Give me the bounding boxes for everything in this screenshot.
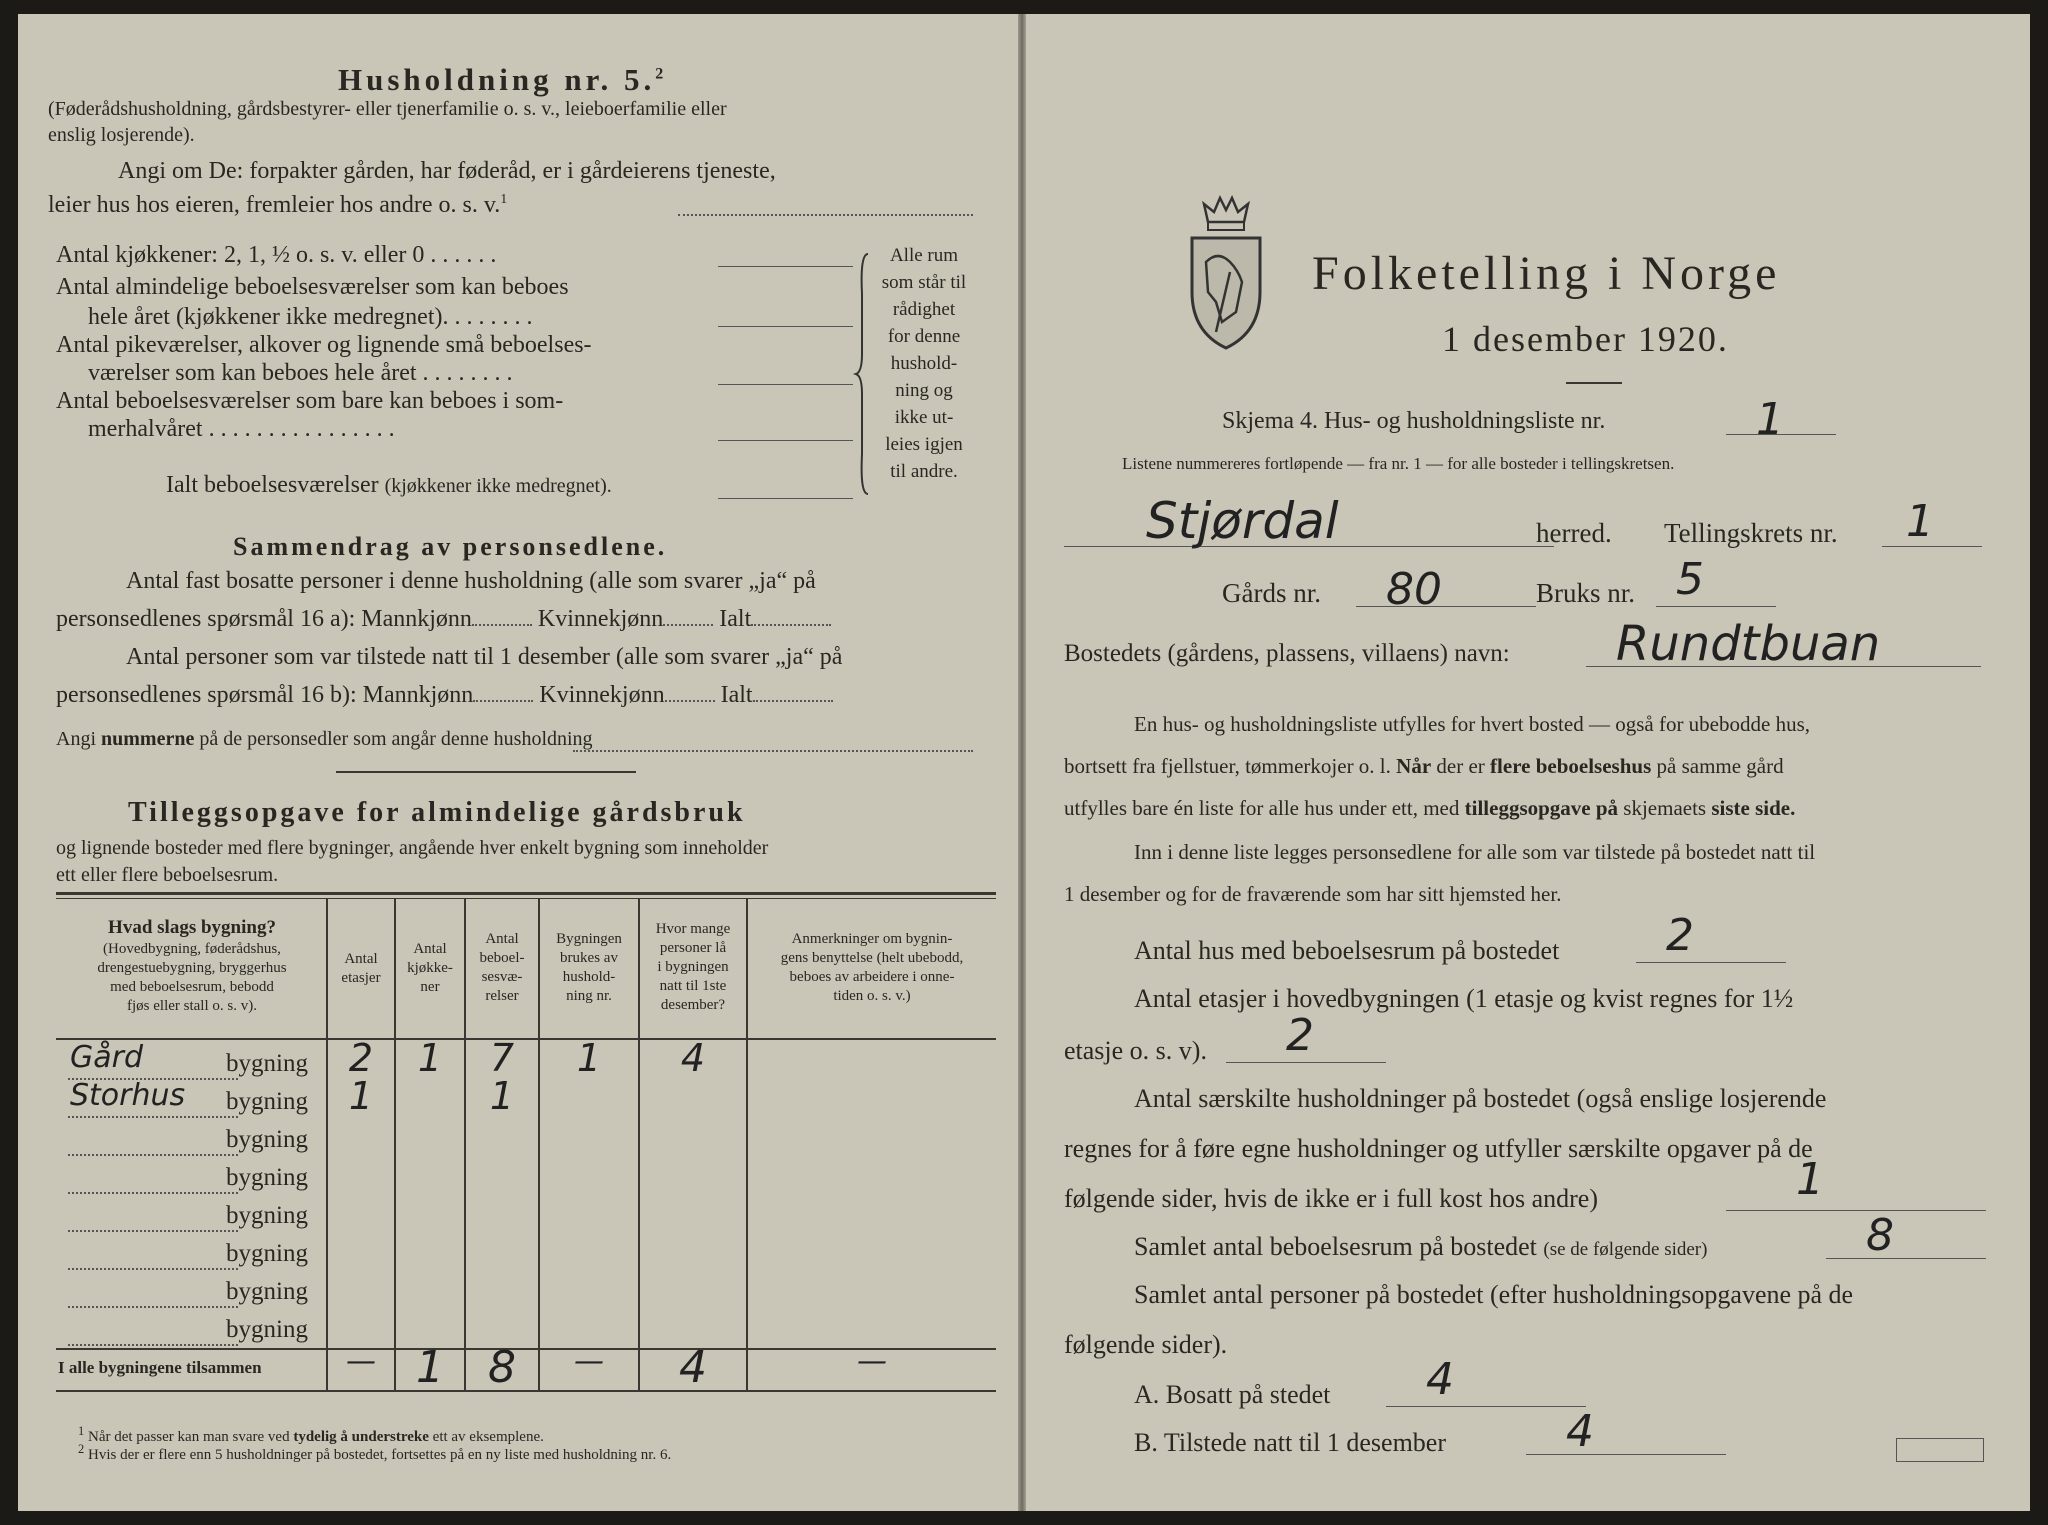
skjema-label: Skjema 4. Hus- og husholdningsliste nr. (1222, 408, 1606, 434)
table-top-rule-2 (56, 898, 996, 899)
col-header-kjokkener: Antal kjøkke- ner (407, 941, 453, 995)
right-page (1026, 14, 2030, 1511)
hus-label: Antal hus med beboelsesrum på bostedet (1134, 936, 1560, 965)
samlet-pers-1: Samlet antal personer på bostedet (efter husholdningsopgavene på de (1134, 1280, 1854, 1309)
samlet-pers-2: følgende sider). (1064, 1330, 1228, 1359)
total-kjokkener: 1 (416, 1342, 444, 1393)
cell-vaerelser[interactable]: 1 (489, 1074, 515, 1118)
row-label: bygning (226, 1164, 308, 1191)
samlet-rum-value: 8 (1866, 1210, 1894, 1261)
tillegg-title: Tilleggsopgave for almindelige gårdsbruk (128, 797, 746, 828)
row-label: bygning (226, 1278, 308, 1305)
col-header-vaerelser: Antal beboel- sesvæ- relser (479, 931, 525, 1004)
brace-icon (858, 254, 874, 494)
rooms-row-2b: værelser som kan beboes hele året . . . . . . . . (88, 360, 513, 386)
household-title: Husholdning nr. 5.$^2$ (338, 62, 668, 97)
summary-line-4: personsedlenes spørsmål 16 b): Mannkjønn Kvinnekjønn Ialt (56, 682, 833, 709)
page-fold (1018, 14, 1026, 1511)
summary-title: Sammendrag av personsedlene. (233, 532, 668, 561)
intro-line-2: enslig losjerende). (48, 124, 195, 146)
rooms-row-3b: merhalvåret . . . . . . . . . . . . . . . . (88, 416, 395, 442)
divider (336, 771, 636, 773)
summary-line-2: personsedlenes spørsmål 16 a): Mannkjønn Kvinnekjønn Ialt (56, 606, 831, 633)
angi-line-1: Angi om De: forpakter gården, har føderåd, er i gårdeierens tjeneste, (118, 158, 776, 184)
printer-stamp (1896, 1438, 1984, 1462)
instr-5: 1 desember og for de fraværende som har sitt hjemsted her. (1064, 882, 1562, 906)
footnote-1: $^1$ Når det passer kan man svare ved tydelig å understreke ett av eksemplene. (78, 1424, 544, 1445)
gards-label: Gårds nr. (1222, 578, 1321, 608)
listene-note: Listene nummereres fortløpende — fra nr. 1 — for alle bosteder i tellingskretsen. (1122, 454, 1675, 473)
col-header-personer: Hvor mange personer lå i bygningen natt til 1ste desember? (655, 921, 731, 1013)
row-name-field[interactable] (68, 1192, 238, 1194)
ialt-field[interactable] (718, 498, 853, 499)
rooms-field-1[interactable] (718, 326, 853, 327)
nummerne-field[interactable] (573, 750, 973, 752)
row-label: bygning (226, 1316, 308, 1343)
row-name-field[interactable] (68, 1230, 238, 1232)
total-etasjer: — (346, 1344, 376, 1379)
row-label: bygning (226, 1240, 308, 1267)
bruks-field[interactable] (1656, 606, 1776, 607)
col-header-anmerkninger: Anmerkninger om bygnin- gens benyttelse (helt ubebodd, beboes av arbeidere i onne- tiden o. s. v.) (780, 931, 964, 1004)
angi-line-2: leier hus hos eieren, fremleier hos andre o. s. v.$^1$ (48, 192, 508, 218)
total-anm: — (857, 1344, 887, 1379)
side-note: Alle rum som står til rådighet for denne hushold- ning og ikke ut- leies igjen til andre. (881, 245, 967, 482)
kitchens-row: Antal kjøkkener: 2, 1, ½ o. s. v. eller 0 . . . . . . (56, 242, 497, 268)
instr-1: En hus- og husholdningsliste utfylles for hvert bosted — også for ubebodde hus, (1134, 712, 1810, 736)
cell-husholdning[interactable]: 1 (576, 1036, 602, 1080)
col-header-etasjer: Antal etasjer (341, 951, 381, 986)
row-name-field[interactable] (68, 1116, 238, 1118)
row-name: Storhus (70, 1078, 186, 1113)
row-name: Gård (70, 1040, 144, 1075)
tilstede-label: B. Tilstede natt til 1 desember (1134, 1428, 1446, 1457)
cell-kjokkener[interactable]: 1 (417, 1036, 443, 1080)
gards-field[interactable] (1356, 606, 1536, 607)
etasjer-field[interactable] (1226, 1062, 1386, 1063)
hus-field[interactable] (1636, 962, 1786, 963)
title-divider (1566, 382, 1622, 384)
row-label: bygning (226, 1050, 308, 1077)
samlet-rum-label: Samlet antal beboelsesrum på bostedet (se de følgende sider) (1134, 1232, 1708, 1261)
cell-etasjer[interactable]: 1 (348, 1074, 374, 1118)
sk-field[interactable] (1726, 1210, 1986, 1211)
bruks-value: 5 (1676, 554, 1704, 605)
row-label: bygning (226, 1088, 308, 1115)
left-page (18, 14, 1018, 1511)
cell-vaerelser[interactable]: 7 (489, 1036, 515, 1080)
gards-value: 80 (1386, 564, 1442, 615)
hus-value: 2 (1666, 910, 1694, 961)
footnote-2: $^2$ Hvis der er flere enn 5 husholdninger på bostedet, fortsettes på en ny liste med husholdning nr. 6. (78, 1442, 672, 1463)
nummerne-line: Angi nummerne på de personsedler som angår denne husholdning (56, 728, 593, 750)
total-personer: 4 (679, 1342, 707, 1393)
table-top-rule (56, 892, 996, 895)
total-vaerelser: 8 (488, 1342, 516, 1393)
samlet-rum-field[interactable] (1826, 1258, 1986, 1259)
rooms-row-1a: Antal almindelige beboelsesværelser som kan beboes (56, 274, 569, 300)
sk-value: 1 (1796, 1154, 1824, 1205)
herred-label: herred. (1536, 518, 1612, 548)
sk-line-3: følgende sider, hvis de ikke er i full kost hos andre) (1064, 1184, 1598, 1213)
total-label: I alle bygningene tilsammen (58, 1358, 262, 1377)
tellingskrets-value: 1 (1906, 496, 1934, 547)
intro-line-1: (Føderådshusholdning, gårdsbestyrer- eller tjenerfamilie o. s. v., leieboerfamilie eller (48, 98, 727, 120)
instr-4: Inn i denne liste legges personsedlene for alle som var tilstede på bostedet natt til (1134, 840, 1816, 864)
census-date: 1 desember 1920. (1442, 319, 1729, 359)
row-label: bygning (226, 1202, 308, 1229)
tilstede-field[interactable] (1526, 1454, 1726, 1455)
bosatt-value: 4 (1426, 1354, 1454, 1405)
rooms-field-2[interactable] (718, 384, 853, 385)
etasjer-label-1: Antal etasjer i hovedbygningen (1 etasje og kvist regnes for 1½ (1134, 984, 1794, 1013)
census-title: Folketelling i Norge (1312, 247, 1781, 300)
sk-line-1: Antal særskilte husholdninger på bostedet (også enslige losjerende (1134, 1084, 1827, 1113)
row-label: bygning (226, 1126, 308, 1153)
instr-3: utfylles bare én liste for alle hus under ett, med tilleggsopgave på skjemaets siste side. (1064, 796, 1796, 820)
etasjer-label-2: etasje o. s. v). (1064, 1036, 1207, 1065)
tillegg-sub-2: ett eller flere beboelsesrum. (56, 864, 279, 886)
coat-of-arms-icon (1186, 192, 1266, 352)
bosted-label: Bostedets (gårdens, plassens, villaens) navn: (1064, 640, 1510, 667)
rooms-row-1b: hele året (kjøkkener ikke medregnet). . . . . . . . (88, 304, 533, 330)
row-name-field[interactable] (68, 1344, 238, 1346)
etasjer-value: 2 (1286, 1010, 1314, 1061)
col-header-husholdning: Bygningen brukes av hushold- ning nr. (556, 931, 622, 1004)
rooms-field-3[interactable] (718, 440, 853, 441)
rooms-row-2a: Antal pikeværelser, alkover og lignende små beboelses- (56, 332, 592, 358)
herred-value: Stjørdal (1146, 492, 1339, 550)
bruks-label: Bruks nr. (1536, 578, 1636, 608)
tillegg-sub-1: og lignende bosteder med flere bygninger, angående hver enkelt bygning som inneholder (56, 837, 769, 859)
summary-line-1: Antal fast bosatte personer i denne husholdning (alle som svarer „ja“ på (126, 568, 816, 594)
col-header-bygning: Hvad slags bygning? (Hovedbygning, føderådshus, drengestuebygning, bryggerhus med beboelsesrum, bebodd fjøs eller stall o. s. v). (97, 917, 287, 1014)
kitchens-field[interactable] (718, 266, 853, 267)
tellingskrets-label: Tellingskrets nr. (1664, 518, 1838, 548)
tilstede-value: 4 (1566, 1406, 1594, 1457)
instr-2: bortsett fra fjellstuer, tømmerkojer o. l. Når der er flere beboelseshus på samme gård (1064, 754, 1784, 778)
angi-fill-line[interactable] (678, 214, 973, 216)
row-name-field[interactable] (68, 1154, 238, 1156)
row-name-field[interactable] (68, 1268, 238, 1270)
cell-personer[interactable]: 4 (680, 1036, 706, 1080)
sk-line-2: regnes for å føre egne husholdninger og utfyller særskilte opgaver på de (1064, 1134, 1813, 1163)
rooms-row-3a: Antal beboelsesværelser som bare kan beboes i som- (56, 388, 564, 414)
bosted-value: Rundtbuan (1616, 616, 1881, 672)
cell-etasjer[interactable]: 2 (348, 1036, 374, 1080)
total-husholdning: — (574, 1344, 604, 1379)
skjema-value: 1 (1756, 394, 1784, 445)
row-name-field[interactable] (68, 1306, 238, 1308)
bosatt-field[interactable] (1386, 1406, 1586, 1407)
summary-line-3: Antal personer som var tilstede natt til 1 desember (alle som svarer „ja“ på (126, 644, 843, 670)
ialt-label: Ialt beboelsesværelser (kjøkkener ikke medregnet). (166, 472, 612, 498)
bosatt-label: A. Bosatt på stedet (1134, 1380, 1331, 1409)
